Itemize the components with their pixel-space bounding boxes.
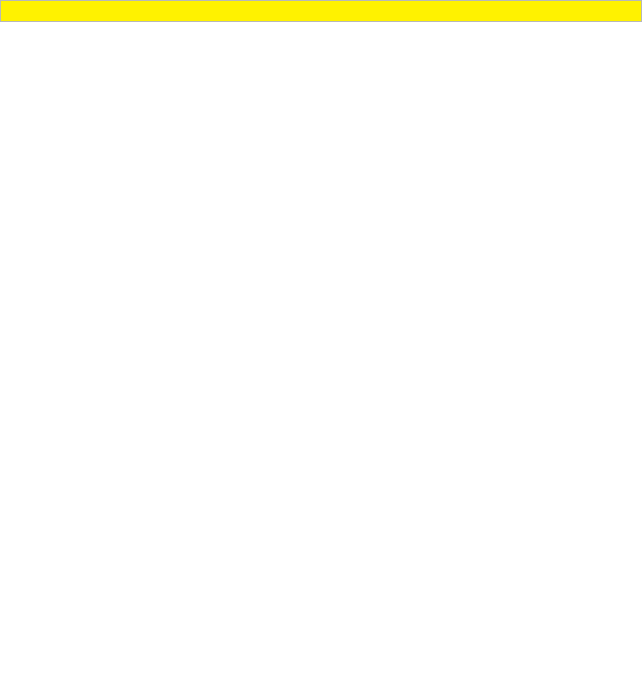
session-title: [1, 1, 642, 22]
second-session-table: [0, 0, 642, 22]
